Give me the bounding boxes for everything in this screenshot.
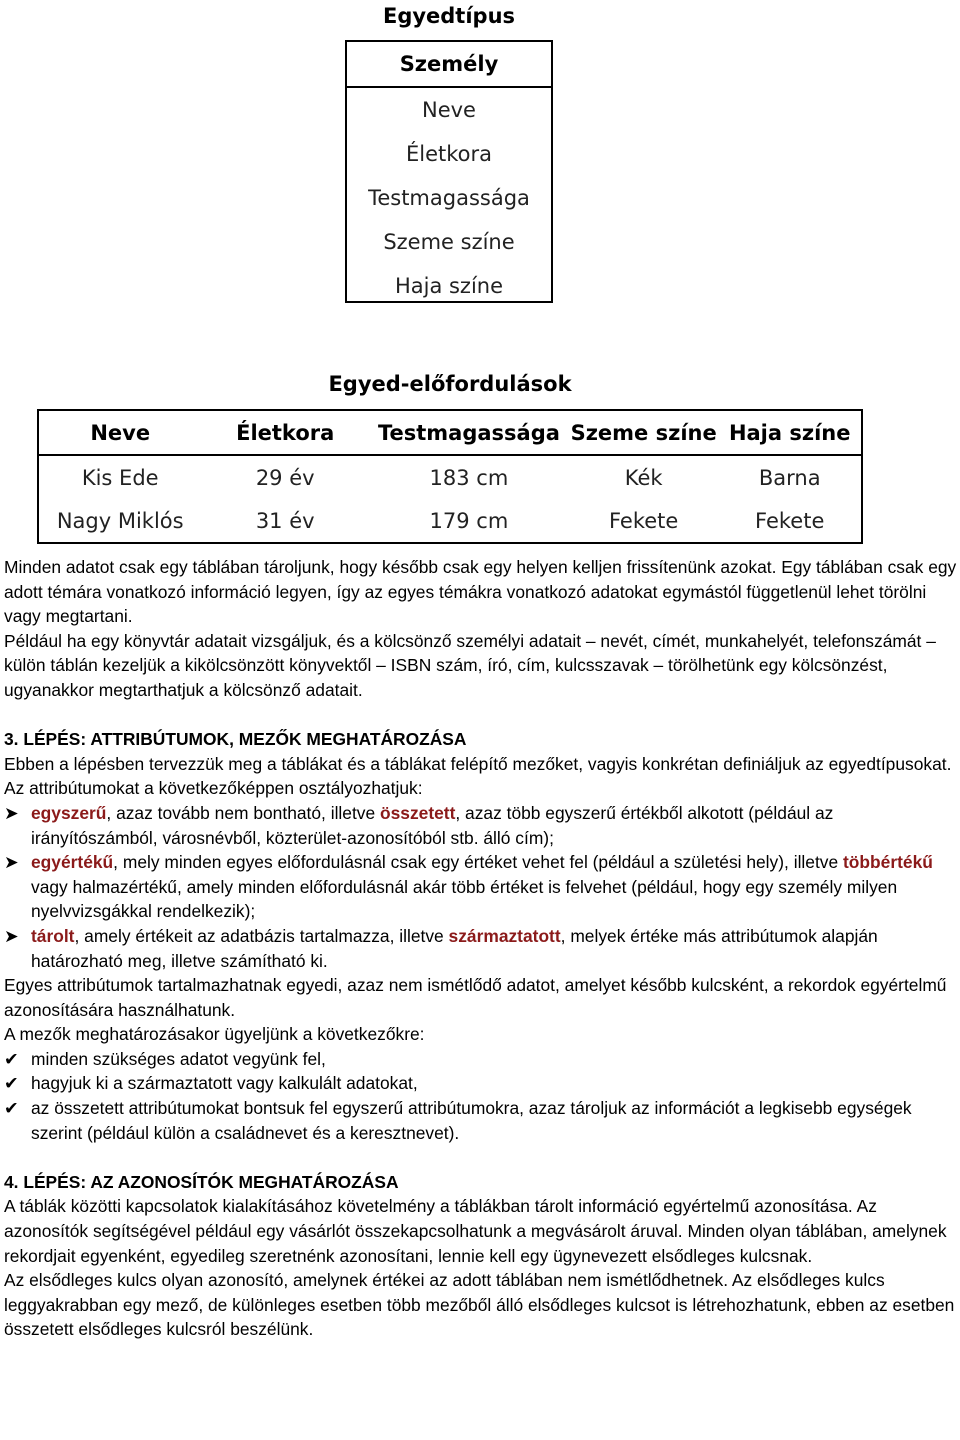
list-item <box>4 801 958 850</box>
step4-heading: 4. LÉPÉS: AZ AZONOSÍTÓK MEGHATÁROZÁSA <box>4 1171 399 1192</box>
entity-attribute: Neve <box>422 98 476 122</box>
term: egyszerű <box>31 802 107 823</box>
table-row <box>38 499 862 543</box>
column-header: Életkora <box>201 410 369 455</box>
term: tárolt <box>31 925 75 946</box>
paragraph: Egyes attribútumok tartalmazhatnak egyedi, azaz nem ismétlődő adatot, amelyet később kulcsként, a rekordok egyértelmű azonosítására használhatunk. <box>4 975 947 1020</box>
paragraph: Például ha egy könyvtár adatait vizsgáljuk, és a kölcsönző személyi adatait – nevét, címét, munkahelyét, telefonszámát – külön táblán kezeljük a kikölcsönzött könyvektől – ISBN szám, író, cím, kulcsszavak – törölhetünk egy kölcsönzést, ugyanakkor megtarthatjuk a kölcsönző adatait. <box>4 630 936 700</box>
checkmark-icon: ✔ <box>4 1098 19 1119</box>
list-item <box>4 850 958 924</box>
table-cell: 179 cm <box>429 508 509 533</box>
table-cell: Fekete <box>755 508 825 533</box>
item-text: , amely értékeit az adatbázis tartalmazza, illetve <box>74 925 449 946</box>
arrow-bullet-icon: ➤ <box>4 802 19 823</box>
entity-attribute: Testmagassága <box>368 186 530 210</box>
term: többértékű <box>843 852 933 873</box>
column-header: Testmagassága <box>369 410 569 455</box>
instances-table <box>37 409 863 544</box>
list-item <box>4 924 958 973</box>
item-text: vagy halmazértékű, amely minden előfordulásnál akár több értéket is felvehet (például, hogy egy személy milyen nyelvvizsgákkal rendelkezik); <box>31 876 898 922</box>
arrow-bullet-icon: ➤ <box>4 852 19 873</box>
item-text: , azaz több egyszerű értékből alkotott (például az irányítószámból, városnévből, közterület-azonosítóból stb. álló cím); <box>31 802 834 848</box>
checkmark-icon: ✔ <box>4 1048 19 1069</box>
paragraph: A táblák közötti kapcsolatok kialakításához követelmény a táblákban tárolt információ egyértelmű azonosítása. Az azonosítók segítségével például egy vásárlót összekapcsolhatunk a megvásárolt áruval. Minden olyan táblában, amelynek rekordjait egyenként, egyedileg szeretnénk azonosítani, lennie kell egy ügynevezett elsődleges kulcsnak. <box>4 1196 947 1266</box>
table-cell: Nagy Miklós <box>56 508 184 533</box>
step3-heading: 3. LÉPÉS: ATTRIBÚTUMOK, MEZŐK MEGHATÁROZÁSA <box>4 729 467 750</box>
table-cell: 183 cm <box>429 465 509 490</box>
checkmark-icon: ✔ <box>4 1073 19 1094</box>
entity-type-box <box>345 40 553 303</box>
paragraph: A mezők meghatározásakor ügyeljünk a következőkre: <box>4 1024 425 1045</box>
item-text: az összetett attribútumokat bontsuk fel egyszerű attribútumokra, azaz tároljuk az információt a legkisebb egységek szerint (például külön a családnevet és a keresztnevet). <box>31 1098 912 1143</box>
column-header: Haja színe <box>718 410 862 455</box>
entity-attribute: Szeme színe <box>383 230 515 254</box>
paragraph: Minden adatot csak egy táblában tároljunk, hogy később csak egy helyen kelljen frissítenünk azokat. Egy táblában csak egy adott témára vonatkozó információ legyen, így az egyes témákra vonatkozó adatokat egymástól függetlenül lehet törölni vagy megtartani. <box>4 557 957 627</box>
table-header-row <box>38 410 862 455</box>
item-text: minden szükséges adatot vegyünk fel, <box>31 1048 326 1069</box>
document-body <box>4 555 958 1342</box>
item-text: hagyjuk ki a származtatott vagy kalkulált adatokat, <box>31 1073 418 1094</box>
item-text: , mely minden egyes előfordulásnál csak egy értéket vehet fel (például a születési hely), illetve <box>113 852 843 873</box>
term: származtatott <box>448 925 561 946</box>
instances-title: Egyed-előfordulások <box>328 372 572 396</box>
check-item <box>4 1047 958 1072</box>
table-cell: 31 év <box>255 508 315 533</box>
check-item <box>4 1071 958 1096</box>
entity-attribute: Haja színe <box>394 274 504 298</box>
arrow-bullet-icon: ➤ <box>4 925 19 946</box>
column-header: Neve <box>38 410 201 455</box>
paragraph: Ebben a lépésben tervezzük meg a táblákat és a táblákat felépítő mezőket, vagyis konkrétan definiáljuk az egyedtípusokat. <box>4 753 952 774</box>
term: összetett <box>380 802 456 823</box>
table-cell: Kis Ede <box>81 465 159 490</box>
table-cell: Fekete <box>608 508 679 533</box>
table-cell: Kék <box>624 465 663 490</box>
check-item <box>4 1096 958 1145</box>
entity-attribute: Életkora <box>405 142 493 166</box>
table-cell: Barna <box>758 465 821 490</box>
item-text: , melyek értéke más attribútumok alapján határozható meg, illetve számítható ki. <box>31 925 878 971</box>
table-row <box>38 455 862 499</box>
term: egyértékű <box>31 852 114 873</box>
column-header: Szeme színe <box>569 410 719 455</box>
paragraph: Az attribútumokat a következőképpen osztályozhatjuk: <box>4 778 423 799</box>
entity-type-title: Egyedtípus <box>382 4 516 28</box>
item-text: , azaz tovább nem bontható, illetve <box>106 802 380 823</box>
table-cell: 29 év <box>255 465 315 490</box>
entity-name: Személy <box>347 42 551 88</box>
paragraph: Az elsődleges kulcs olyan azonosító, amelynek értékei az adott táblában nem ismétlődhetnek. Az elsődleges kulcs leggyakrabban egy mező, de különleges esetben több mezőből álló elsődleges kulcsot is létrehozhatunk, ebben az esetben összetett elsődleges kulcsról beszélünk. <box>4 1270 955 1340</box>
